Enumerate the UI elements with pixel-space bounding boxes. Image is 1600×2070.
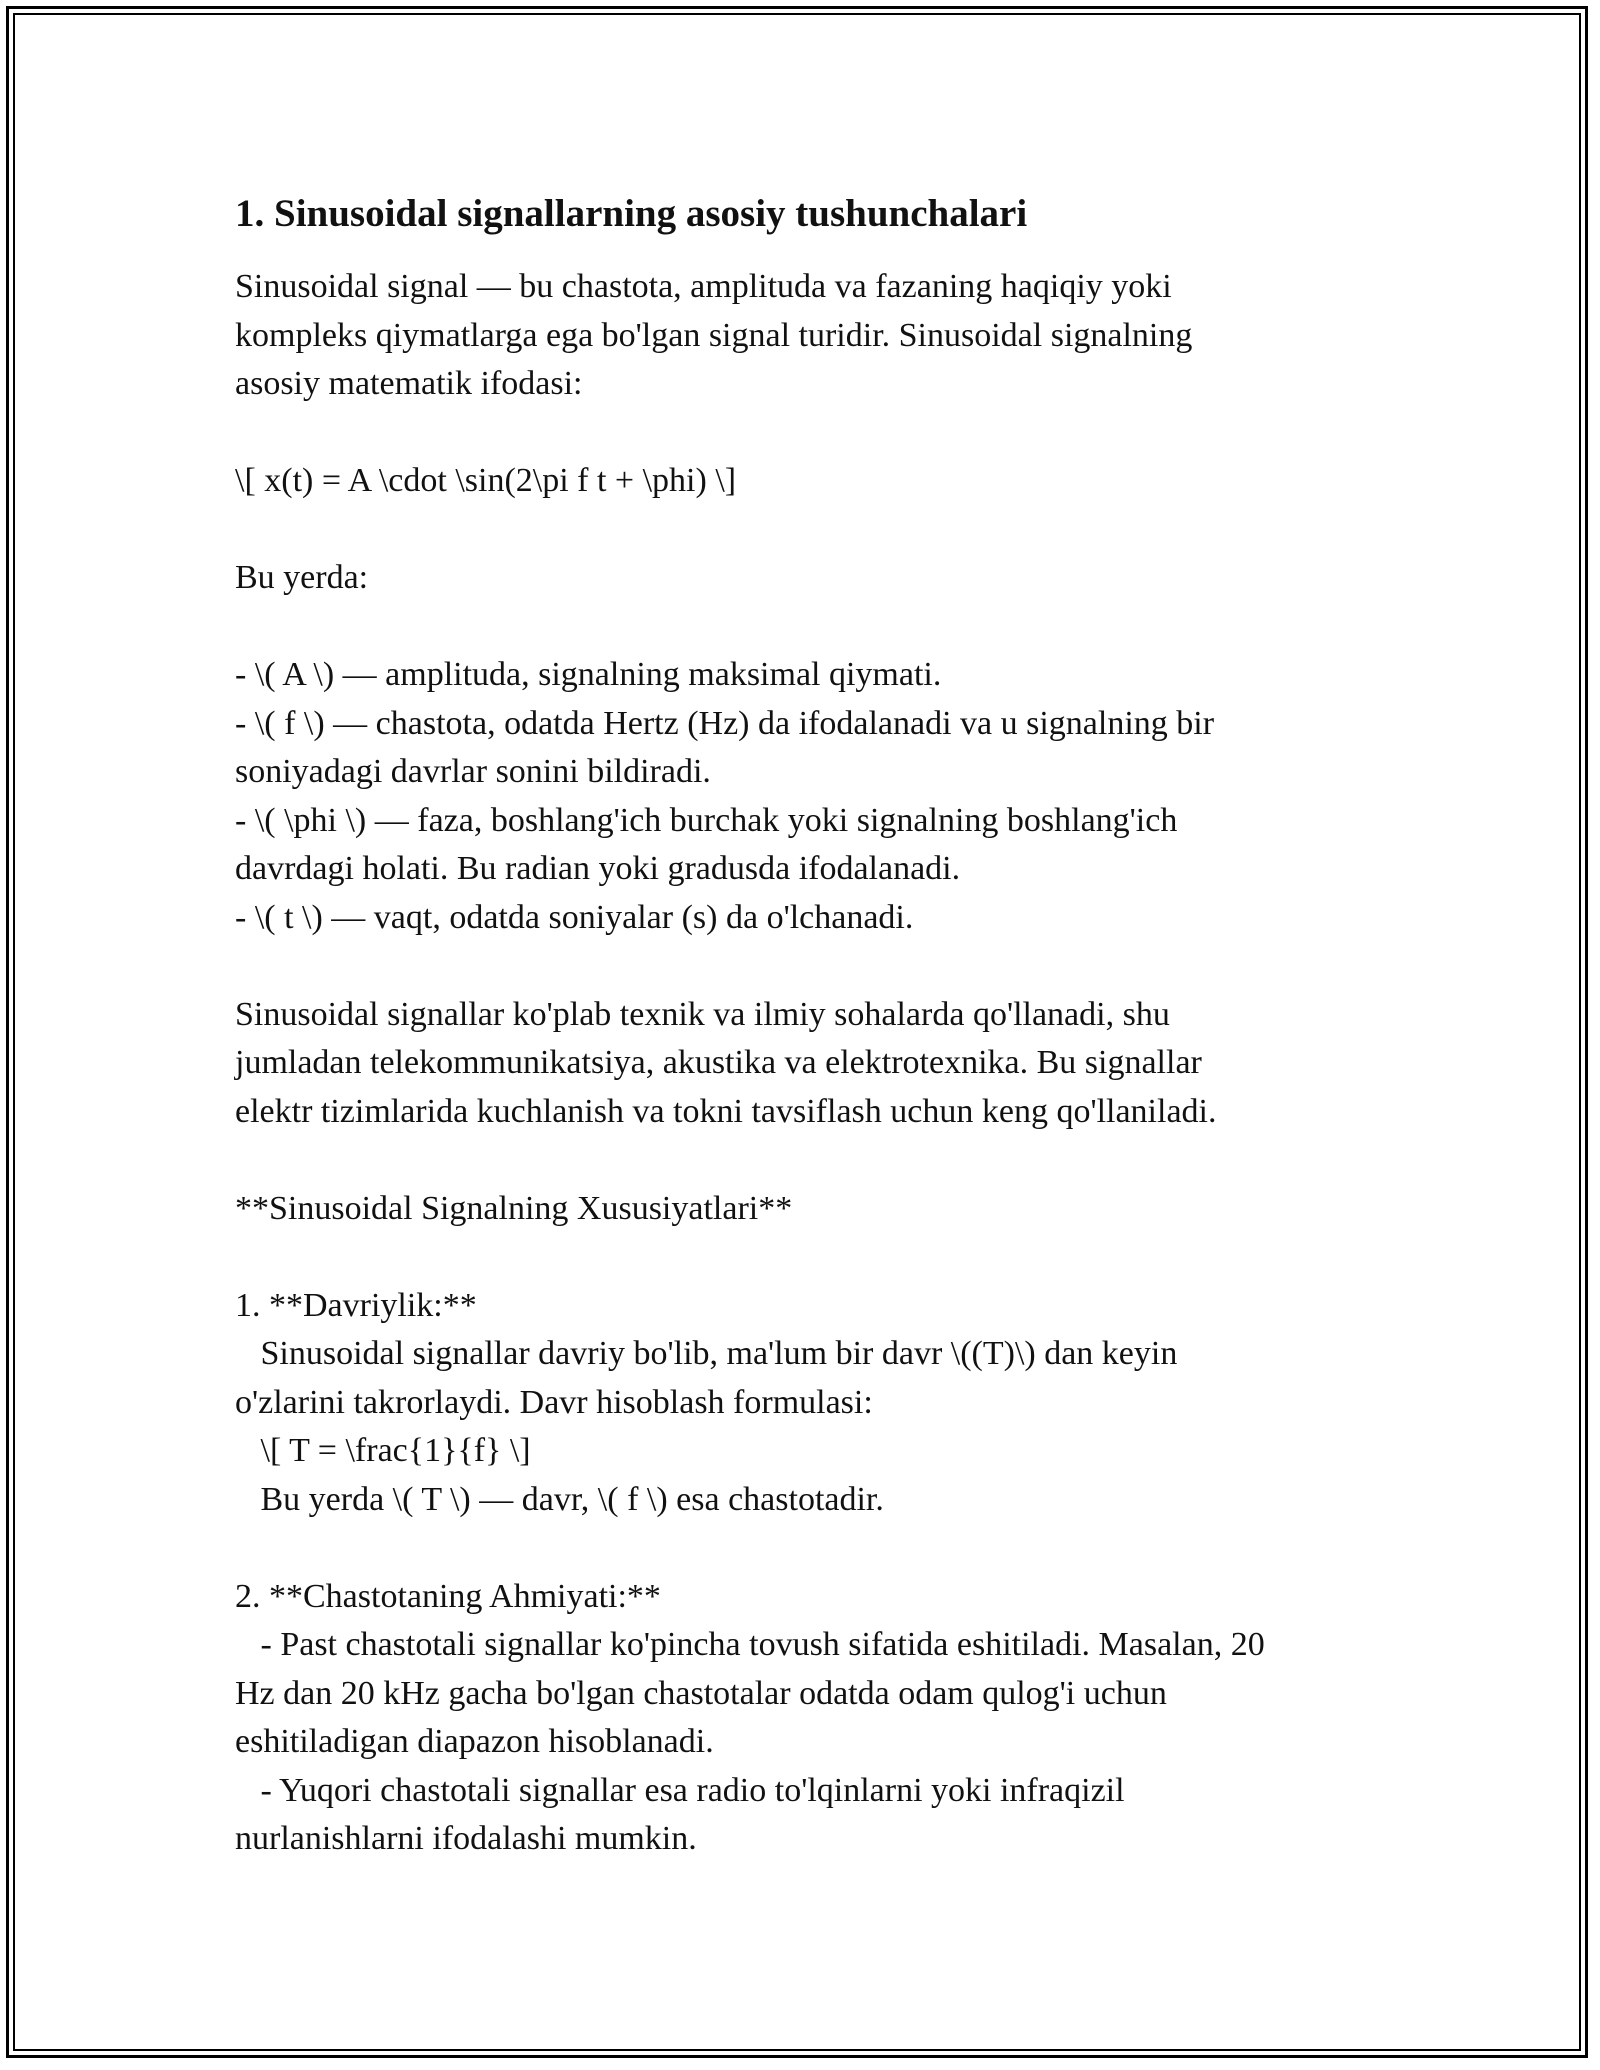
list-item: - \( \phi \) — faza, boshlang'ich burchak yoki signalning boshlang'ich bbox=[235, 801, 1178, 839]
blank-line bbox=[235, 1524, 1370, 1573]
text-line: Hz dan 20 kHz gacha bo'lgan chastotalar odatda odam qulog'i uchun bbox=[235, 1674, 1167, 1712]
blank-line bbox=[235, 1136, 1370, 1185]
list-item: davrdagi holati. Bu radian yoki gradusda ifodalanadi. bbox=[235, 850, 961, 887]
subheading-line: **Sinusoidal Signalning Xususiyatlari** bbox=[235, 1189, 793, 1227]
text-line: elektr tizimlarida kuchlanish va tokni tavsiflash uchun keng qo'llaniladi. bbox=[235, 1092, 1217, 1130]
blank-line bbox=[235, 603, 1370, 652]
text-line: o'zlarini takrorlaydi. Davr hisoblash formulasi: bbox=[235, 1383, 873, 1421]
numbered-item: 2. **Chastotaning Ahmiyati:** bbox=[235, 1577, 661, 1615]
document-body bbox=[235, 185, 1370, 1864]
blank-line bbox=[235, 942, 1370, 991]
formula-line: \[ T = \frac{1}{f} \] bbox=[235, 1432, 531, 1469]
text-line: - Yuqori chastotali signallar esa radio to'lqinlarni yoki infraqizil bbox=[235, 1771, 1125, 1809]
blank-line bbox=[235, 506, 1370, 555]
text-line: Sinusoidal signallar ko'plab texnik va ilmiy sohalarda qo'llanadi, shu bbox=[235, 995, 1170, 1033]
text-line: Bu yerda \( T \) — davr, \( f \) esa chastotadir. bbox=[235, 1480, 884, 1518]
text-line: Sinusoidal signallar davriy bo'lib, ma'lum bir davr \((T)\) dan keyin bbox=[235, 1335, 1178, 1372]
list-item: - \( A \) — amplituda, signalning maksimal qiymati. bbox=[235, 656, 942, 693]
text-line: kompleks qiymatlarga ega bo'lgan signal turidir. Sinusoidal signalning bbox=[235, 316, 1193, 354]
text-line: jumladan telekommunikatsiya, akustika va elektrotexnika. Bu signallar bbox=[235, 1044, 1202, 1081]
section-heading: 1. Sinusoidal signallarning asosiy tushunchalari bbox=[235, 192, 1028, 235]
list-item: - \( t \) — vaqt, odatda soniyalar (s) da o'lchanadi. bbox=[235, 898, 914, 936]
list-item: soniyadagi davrlar sonini bildiradi. bbox=[235, 753, 711, 790]
text-line: Bu yerda: bbox=[235, 559, 369, 596]
blank-line bbox=[235, 409, 1370, 458]
text-line: - Past chastotali signallar ko'pincha tovush sifatida eshitiladi. Masalan, 20 bbox=[235, 1626, 1265, 1663]
formula-line: \[ x(t) = A \cdot \sin(2\pi f t + \phi) \] bbox=[235, 462, 737, 499]
blank-line bbox=[235, 1233, 1370, 1282]
text-lines bbox=[235, 263, 1370, 1864]
list-item: - \( f \) — chastota, odatda Hertz (Hz) da ifodalanadi va u signalning bir bbox=[235, 704, 1215, 742]
text-line: Sinusoidal signal — bu chastota, amplituda va fazaning haqiqiy yoki bbox=[235, 268, 1172, 305]
numbered-item: 1. **Davriylik:** bbox=[235, 1286, 477, 1324]
text-line: asosiy matematik ifodasi: bbox=[235, 365, 583, 402]
text-line: nurlanishlarni ifodalashi mumkin. bbox=[235, 1820, 697, 1857]
text-line: eshitiladigan diapazon hisoblanadi. bbox=[235, 1723, 714, 1760]
